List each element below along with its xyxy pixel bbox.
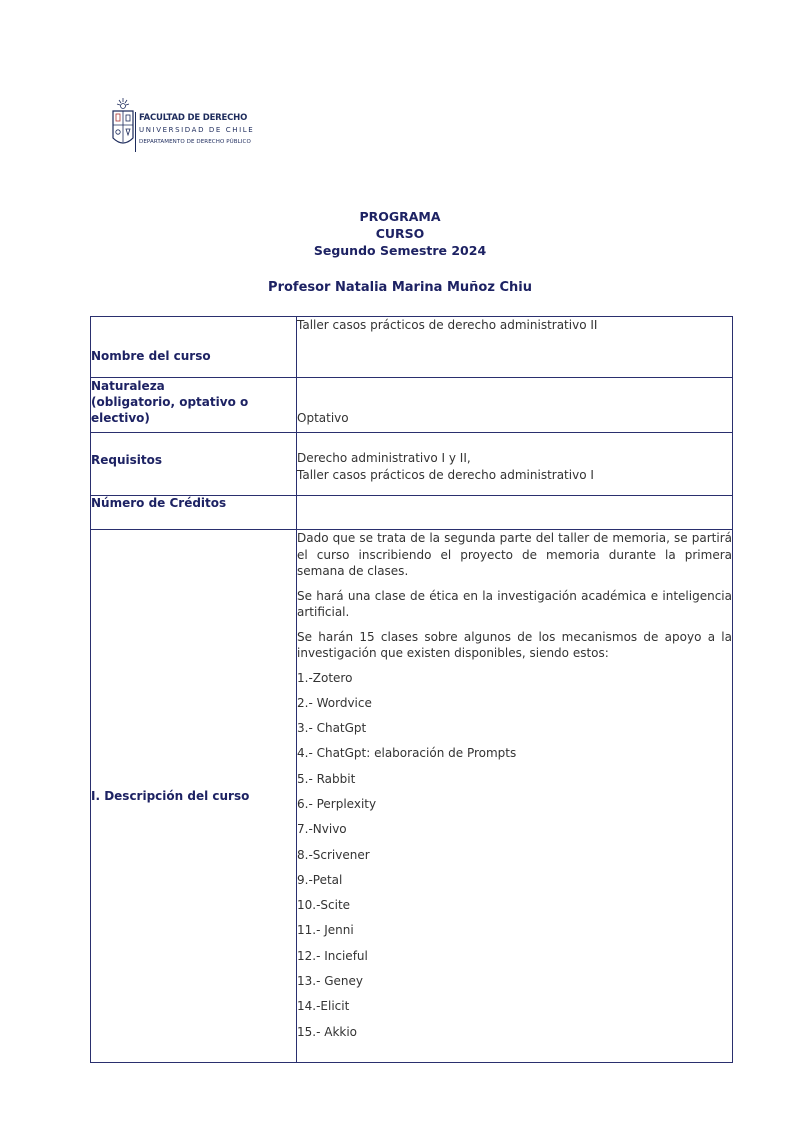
university-crest-icon	[108, 96, 136, 154]
nature-label-line1: Naturaleza	[91, 379, 165, 393]
list-item: 11.- Jenni	[297, 923, 354, 938]
heading-programa: PROGRAMA	[359, 209, 441, 224]
logo-university-name: UNIVERSIDAD DE CHILE	[139, 126, 255, 134]
heading-professor: Profesor Natalia Marina Muñoz Chiu	[268, 280, 532, 295]
list-item: 9.-Petal	[297, 872, 343, 887]
list-item: 14.-Elicit	[297, 999, 350, 1014]
course-info-table	[90, 316, 733, 1063]
nature-value: Optativo	[297, 378, 733, 433]
nature-label-line2: (obligatorio, optativo o electivo)	[91, 395, 249, 425]
logo-divider	[135, 112, 136, 152]
list-item: 1.-Zotero	[297, 670, 353, 685]
course-name-value: Taller casos prácticos de derecho administrativo II	[297, 317, 733, 378]
nature-label	[91, 378, 297, 433]
faculty-logo	[108, 96, 268, 156]
credits-label: Número de Créditos	[91, 496, 297, 530]
description-value	[297, 530, 733, 1063]
list-item: 12.- Incieful	[297, 948, 368, 963]
logo-faculty-name: FACULTAD DE DERECHO	[139, 113, 248, 123]
description-label: I. Descripción del curso	[91, 530, 297, 1063]
requirements-label: Requisitos	[91, 433, 297, 496]
list-item: 2.- Wordvice	[297, 695, 372, 710]
requirements-value	[297, 433, 733, 496]
credits-value	[297, 496, 733, 530]
requirements-line1: Derecho administrativo I y II,	[297, 451, 471, 465]
table-row-description	[91, 530, 733, 1063]
list-item: 3.- ChatGpt	[297, 721, 367, 736]
requirements-line2: Taller casos prácticos de derecho administrativo I	[297, 467, 594, 482]
list-item: 5.- Rabbit	[297, 771, 356, 786]
description-paragraph-3: Se harán 15 clases sobre algunos de los mecanismos de apoyo a la investigación que existen disponibles, siendo estos:	[297, 629, 732, 660]
table-row-credits	[91, 496, 733, 530]
list-item: 15.- Akkio	[297, 1024, 358, 1039]
heading-curso: CURSO	[375, 226, 425, 241]
list-item: 8.-Scrivener	[297, 847, 370, 862]
list-item: 10.-Scite	[297, 898, 351, 913]
table-row-requirements	[91, 433, 733, 496]
tools-list	[297, 670, 732, 1049]
table-row-nature	[91, 378, 733, 433]
logo-department-name: DEPARTAMENTO DE DERECHO PÚBLICO	[139, 139, 251, 145]
heading-semester: Segundo Semestre 2024	[313, 243, 487, 258]
list-item: 4.- ChatGpt: elaboración de Prompts	[297, 746, 517, 761]
list-item: 13.- Geney	[297, 974, 363, 989]
description-paragraph-1: Dado que se trata de la segunda parte del taller de memoria, se partirá el curso inscribiendo el proyecto de memoria durante la primera semana de clases.	[297, 531, 732, 578]
list-item: 7.-Nvivo	[297, 822, 347, 837]
table-row-course-name	[91, 317, 733, 378]
course-name-label: Nombre del curso	[91, 317, 297, 378]
description-paragraph-2: Se hará una clase de ética en la investigación académica e inteligencia artificial.	[297, 588, 732, 619]
list-item: 6.- Perplexity	[297, 796, 377, 811]
